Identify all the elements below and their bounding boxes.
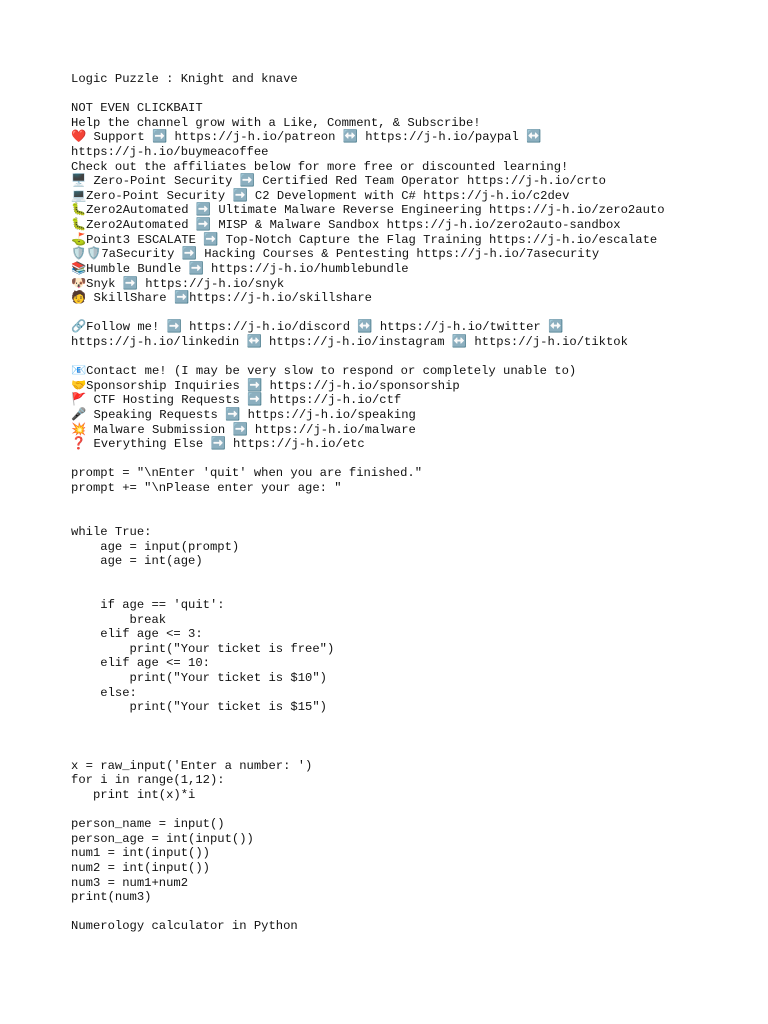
follow-line-cont: https://j-h.io/linkedin ↔️ https://j-h.io/instagram ↔️ https://j-h.io/tiktok <box>71 334 628 349</box>
doc-title: Logic Puzzle : Knight and knave <box>71 72 298 86</box>
support-line-cont: https://j-h.io/buymeacoffee <box>71 145 269 160</box>
code-line: print(num3) <box>71 890 152 905</box>
spacer <box>71 510 758 525</box>
code-line: while True: <box>71 524 152 539</box>
code-line: if age == 'quit': <box>71 597 225 612</box>
contact-line: ❓ Everything Else ➡️ https://j-h.io/etc <box>71 437 365 452</box>
code-line: age = int(age) <box>71 554 203 569</box>
code-line: print int(x)*i <box>71 787 196 802</box>
spacer <box>71 715 758 730</box>
code-line: elif age <= 3: <box>71 627 203 642</box>
contact-line: 🎤 Speaking Requests ➡️ https://j-h.io/speaking <box>71 408 416 423</box>
follow-line: 🔗Follow me! ➡️ https://j-h.io/discord ↔️ https://j-h.io/twitter ↔️ <box>71 320 564 335</box>
affiliate-line: 📚Humble Bundle ➡️ https://j-h.io/humblebundle <box>71 261 409 276</box>
code-line: print("Your ticket is $15") <box>71 700 327 715</box>
code-line: person_name = input() <box>71 817 225 832</box>
contact-line: 💥 Malware Submission ➡️ https://j-h.io/malware <box>71 422 416 437</box>
code-line: age = input(prompt) <box>71 539 240 554</box>
spacer <box>71 583 758 598</box>
spacer <box>71 905 758 920</box>
support-line: ❤️ Support ➡️ https://j-h.io/patreon ↔️ https://j-h.io/paypal ↔️ <box>71 130 542 145</box>
code-line: for i in range(1,12): <box>71 773 225 788</box>
help-line: Help the channel grow with a Like, Comment, & Subscribe! <box>71 115 481 130</box>
contact-line: 🤝Sponsorship Inquiries ➡️ https://j-h.io/sponsorship <box>71 378 460 393</box>
affiliate-line: 🐛Zero2Automated ➡️ MISP & Malware Sandbox https://j-h.io/zero2auto-sandbox <box>71 218 621 233</box>
spacer <box>71 496 758 511</box>
code-line: prompt = "\nEnter 'quit' when you are finished." <box>71 466 423 481</box>
spacer <box>71 744 758 759</box>
code-line: num3 = num1+num2 <box>71 875 189 890</box>
affiliate-line: 💻Zero-Point Security ➡️ C2 Development with C# https://j-h.io/c2dev <box>71 188 570 203</box>
affiliate-line: 🛡️🛡️7aSecurity ➡️ Hacking Courses & Pentesting https://j-h.io/7asecurity <box>71 247 600 262</box>
affiliate-line: 🖥️ Zero-Point Security ➡️ Certified Red Team Operator https://j-h.io/crto <box>71 174 606 189</box>
spacer <box>71 569 758 584</box>
affiliate-line: ⛳Point3 ESCALATE ➡️ Top-Notch Capture the Flag Training https://j-h.io/escalate <box>71 232 658 247</box>
code-line: print("Your ticket is $10") <box>71 670 327 685</box>
spacer <box>71 87 758 102</box>
spacer <box>71 306 758 321</box>
code-line: elif age <= 10: <box>71 656 210 671</box>
clickbait-line: NOT EVEN CLICKBAIT <box>71 101 203 116</box>
affiliates-intro: Check out the affiliates below for more free or discounted learning! <box>71 159 569 174</box>
code-line: person_age = int(input()) <box>71 831 254 846</box>
document-page <box>71 72 758 934</box>
affiliate-line: 🐛Zero2Automated ➡️ Ultimate Malware Reverse Engineering https://j-h.io/zero2auto <box>71 203 665 218</box>
contact-line: 📧Contact me! (I may be very slow to respond or completely unable to) <box>71 364 577 379</box>
code-line: prompt += "\nPlease enter your age: " <box>71 481 342 496</box>
code-line: print("Your ticket is free") <box>71 641 335 656</box>
spacer <box>71 452 758 467</box>
code-line: else: <box>71 685 137 700</box>
code-line: num1 = int(input()) <box>71 846 210 861</box>
spacer <box>71 802 758 817</box>
contact-line: 🚩 CTF Hosting Requests ➡️ https://j-h.io/ctf <box>71 393 402 408</box>
code-line: num2 = int(input()) <box>71 860 210 875</box>
footer-line: Numerology calculator in Python <box>71 919 298 934</box>
affiliate-line: 🧑 SkillShare ➡️https://j-h.io/skillshare <box>71 291 372 306</box>
code-line: x = raw_input('Enter a number: ') <box>71 758 313 773</box>
spacer <box>71 729 758 744</box>
code-line: break <box>71 612 167 627</box>
spacer <box>71 350 758 365</box>
affiliate-line: 🐶Snyk ➡️ https://j-h.io/snyk <box>71 276 285 291</box>
